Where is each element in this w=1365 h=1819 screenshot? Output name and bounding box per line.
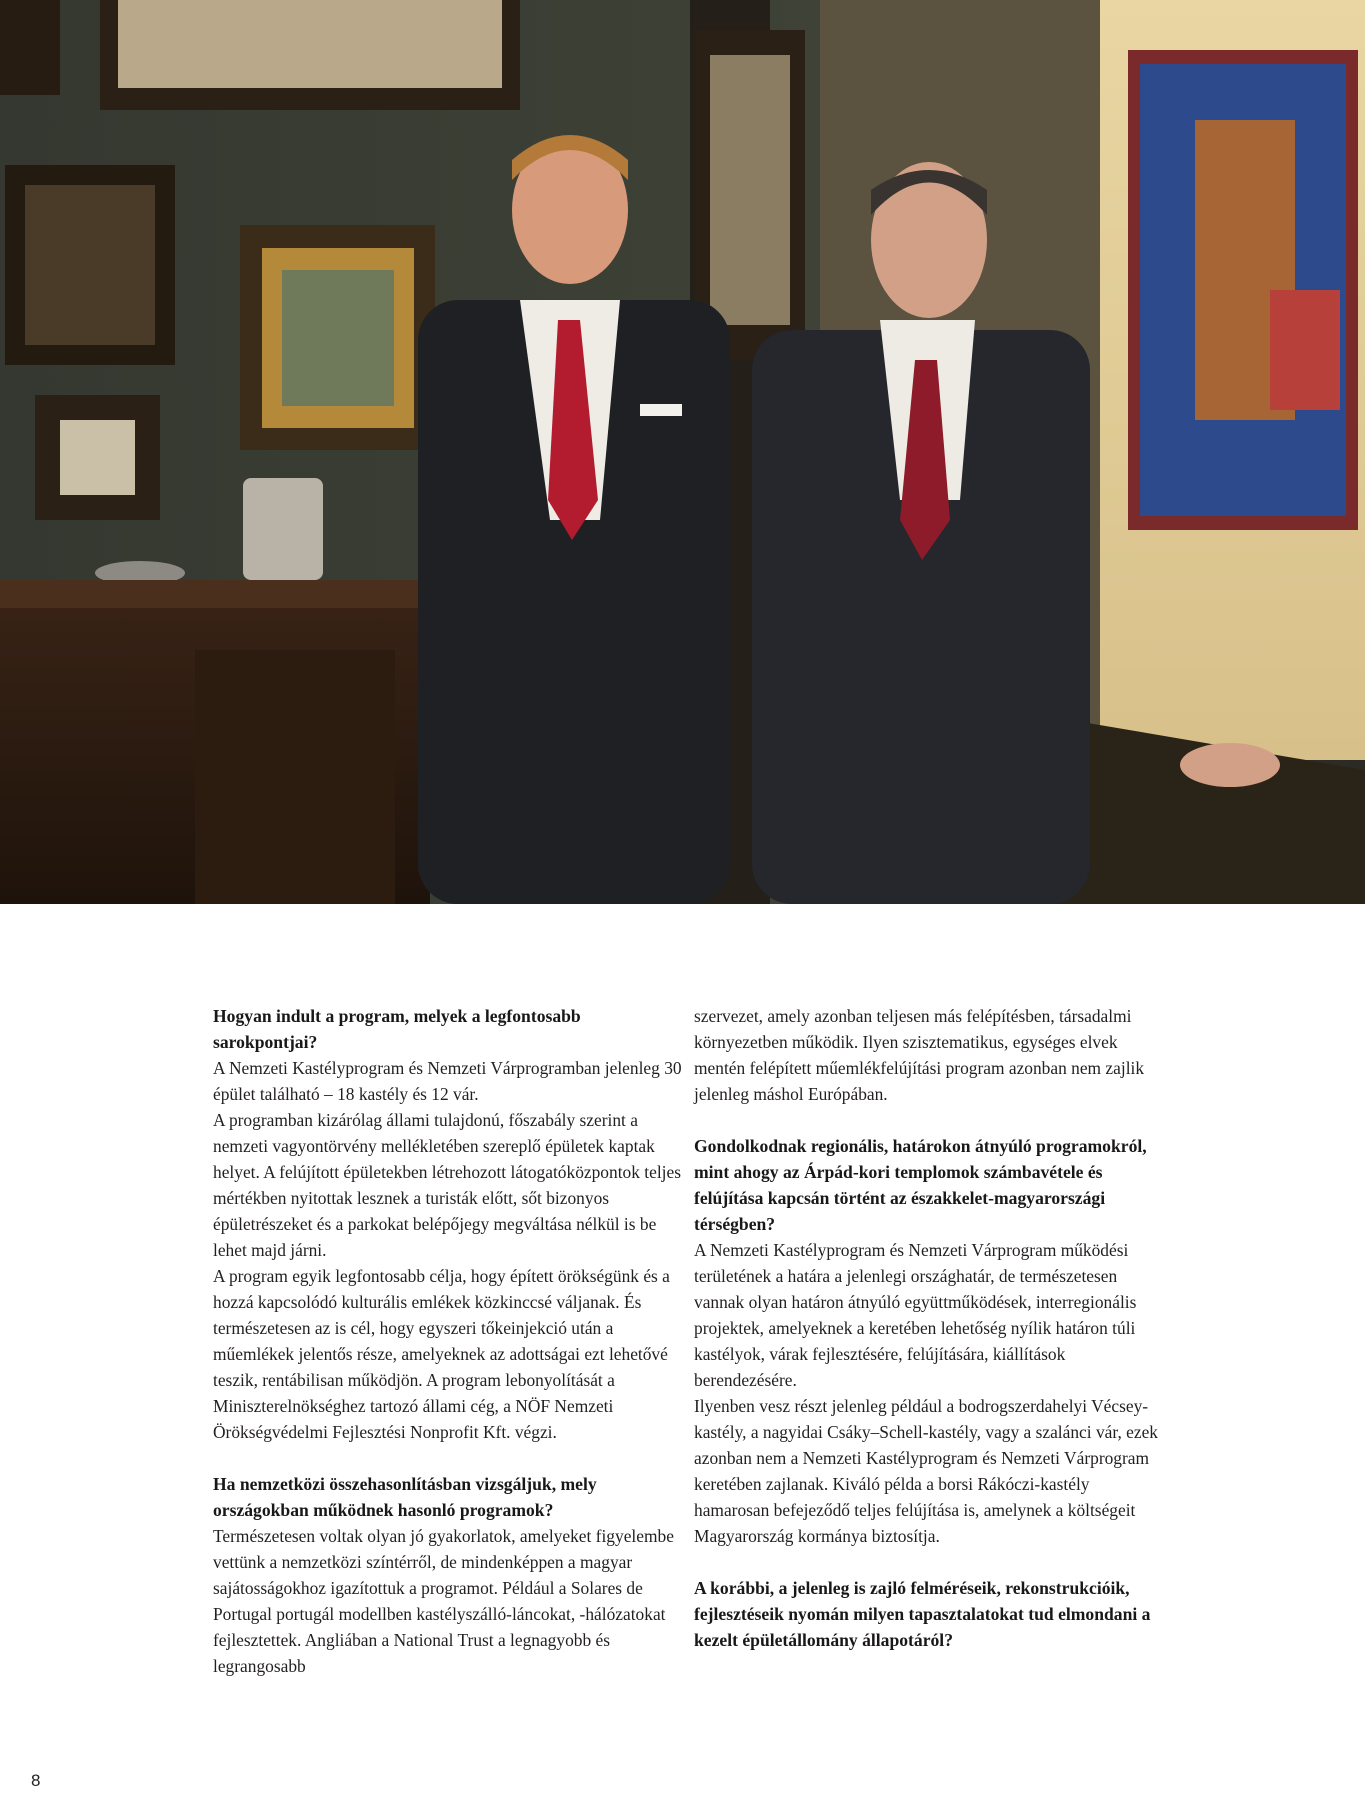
answer-paragraph: A programban kizárólag állami tulajdonú, főszabály szerint a nemzeti vagyontörvény mellékletében szereplő épületek kaptak helyet. A felújított épületekben létrehozott látogatóközpontok teljes mértékben nyitottak lesznek a turisták előtt, sőt bizonyos épületrészeket és a parkokat belépőjegy megváltása nélkül is be lehet majd járni.	[213, 1110, 681, 1260]
answer-paragraph: A Nemzeti Kastélyprogram és Nemzeti Várprogram működési területének a határa a jelenlegi országhatár, de természetesen vannak olyan határon átnyúló együttműködések, interregionális projektek, amelyeknek a keretében lehetőség nyílik határon túli kastélyok, várak fejlesztésére, felújítására, kiállítások berendezésére.	[694, 1240, 1137, 1390]
portrait-photo-icon	[0, 0, 1365, 904]
answer-paragraph: Természetesen voltak olyan jó gyakorlatok, amelyeket figyelembe vettünk a nemzetközi színtérről, de mindenképpen a magyar sajátosságokhoz igazítottuk a programot. Például a Solares de Portugal portugál modellben kastélyszálló-láncokat, -hálózatokat fejlesztettek. Angliában a National Trust a legnagyobb és legrangosabb	[213, 1526, 674, 1676]
answer-paragraph: Ilyenben vesz részt jelenleg például a bodrogszerdahelyi Vécsey-kastély, a nagyidai Csáky–Schell-kastély, vagy a szalánci vár, ezek azonban nem a Nemzeti Kastélyprogram és Nemzeti Várprogram keretében zajlanak. Kiváló példa a borsi Rákóczi-kastély hamarosan befejeződő teljes felújítása is, amelynek a költségeit Magyarország kormánya biztosítja.	[694, 1396, 1159, 1546]
answer-paragraph: A Nemzeti Kastélyprogram és Nemzeti Várprogramban jelenleg 30 épület található – 18 kastély és 12 vár.	[213, 1058, 682, 1104]
hero-photo	[0, 0, 1365, 904]
article-left-column	[213, 1003, 683, 1679]
answer-paragraph: A program egyik legfontosabb célja, hogy épített örökségünk és a hozzá kapcsolódó kulturális emlékek közkinccsé váljanak. És természetesen az is cél, hogy egyszeri tőkeinjekció után a műemlékek jelentős része, amelyeknek az adottságai ezt lehetővé teszik, rentábilisan működjön. A program lebonyolítását a Miniszterelnökséghez tartozó állami cég, a NÖF Nemzeti Örökségvédelmi Fejlesztési Nonprofit Kft. végzi.	[213, 1266, 670, 1442]
interview-question: Gondolkodnak regionális, határokon átnyúló programokról, mint ahogy az Árpád-kori templomok számbavétele és felújítása kapcsán történt az északkelet-magyarországi térségben?	[694, 1136, 1147, 1234]
article-right-column	[694, 1003, 1164, 1653]
answer-paragraph: szervezet, amely azonban teljesen más felépítésben, társadalmi környezetben működik. Ilyen szisztematikus, egységes elvek mentén felépített műemlékfelújítási program azonban nem zajlik jelenleg máshol Európában.	[694, 1006, 1145, 1104]
interview-question: Ha nemzetközi összehasonlításban vizsgáljuk, mely országokban működnek hasonló programok?	[213, 1474, 597, 1520]
page-number: 8	[31, 1771, 41, 1790]
interview-question: Hogyan indult a program, melyek a legfontosabb sarokpontjai?	[213, 1006, 581, 1052]
interview-question: A korábbi, a jelenleg is zajló felméréseik, rekonstrukcióik, fejlesztéseik nyomán milyen tapasztalatokat tud elmondani a kezelt épületállomány állapotáról?	[694, 1578, 1151, 1650]
